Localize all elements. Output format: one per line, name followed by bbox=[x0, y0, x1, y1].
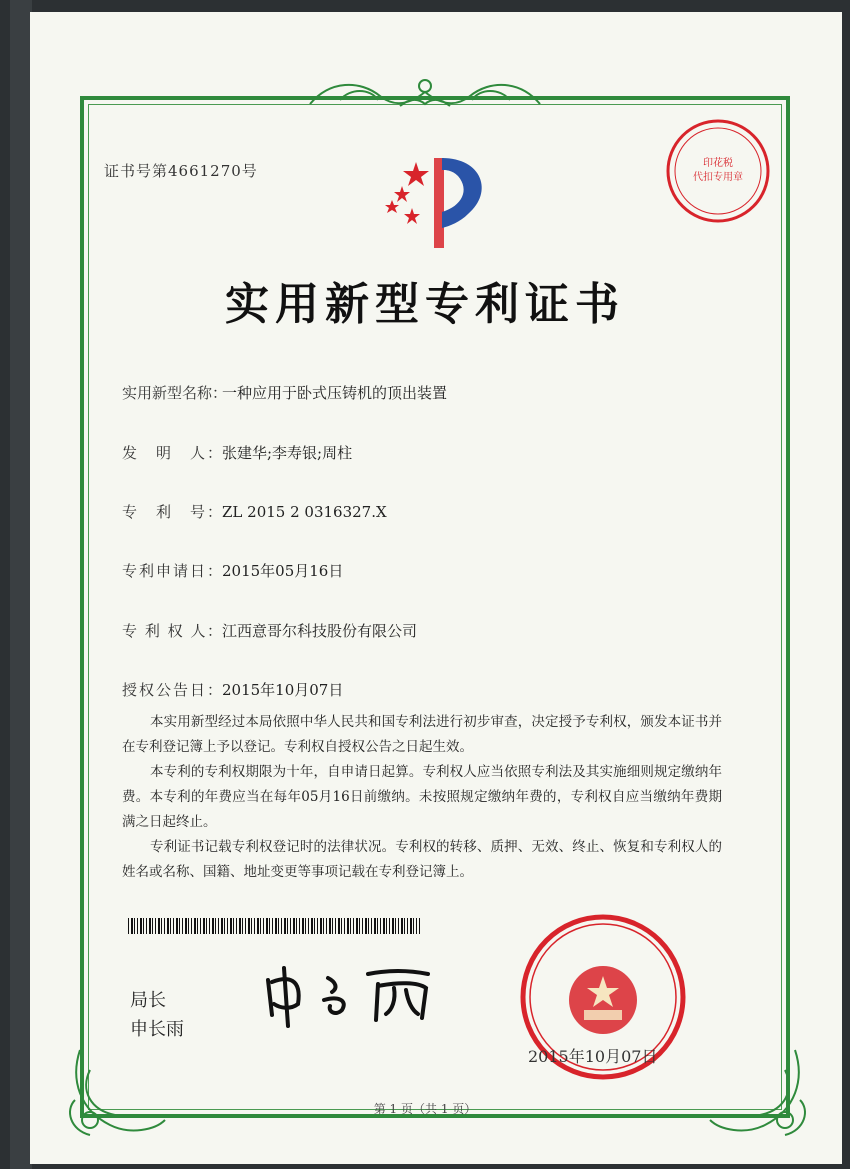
field-value: ZL 2015 2 0316327.X bbox=[222, 503, 387, 521]
paragraph-term: 本专利的专利权期限为十年，自申请日起算。专利权人应当依照专利法及其实施细则规定缴纳年费。本专利的年费应当在每年05月16日前缴纳。未按照规定缴纳年费的，专利权自应当缴纳年费期满之日起终止。 bbox=[122, 764, 722, 830]
svg-text:代扣专用章: 代扣专用章 bbox=[693, 172, 743, 183]
field-patent-number bbox=[122, 501, 387, 522]
page-number: 第 1 页（共 1 页） bbox=[373, 1102, 477, 1116]
svg-text:印花税: 印花税 bbox=[703, 158, 733, 169]
field-label: 专 利 号： bbox=[122, 503, 222, 521]
field-value: 2015年05月16日 bbox=[222, 562, 344, 580]
paragraph-grant: 本实用新型经过本局依照中华人民共和国专利法进行初步审查，决定授予专利权，颁发本证书并在专利登记簿上予以登记。专利权自授权公告之日起生效。 bbox=[122, 714, 722, 755]
field-label: 实用新型名称： bbox=[122, 384, 228, 402]
barcode bbox=[128, 918, 420, 934]
field-label: 授权公告日： bbox=[122, 681, 222, 699]
field-value: 一种应用于卧式压铸机的顶出装置 bbox=[222, 384, 448, 402]
seal-date: 2015年10月07日 bbox=[528, 1047, 658, 1066]
field-application-date bbox=[122, 560, 343, 581]
patent-logo-icon bbox=[372, 152, 502, 252]
director-signature bbox=[258, 960, 438, 1030]
scan-edge bbox=[10, 0, 32, 1169]
field-grant-date bbox=[122, 679, 343, 700]
paragraph-legal-status: 专利证书记载专利权登记时的法律状况。专利权的转移、质押、无效、终止、恢复和专利权人的姓名或名称、国籍、地址变更等事项记载在专利登记簿上。 bbox=[122, 839, 722, 880]
field-value: 张建华;李寿银;周柱 bbox=[222, 444, 353, 462]
field-patentee bbox=[122, 620, 417, 641]
field-utility-model-name bbox=[122, 382, 447, 403]
corner-ornament-bottom-right bbox=[705, 1040, 815, 1140]
certificate-title: 实用新型专利证书 bbox=[225, 279, 625, 330]
field-value: 江西意哥尔科技股份有限公司 bbox=[222, 622, 418, 640]
director-name: 申长雨 bbox=[130, 1019, 184, 1040]
top-ornament bbox=[300, 70, 550, 114]
director-title: 局长 bbox=[130, 990, 166, 1011]
corner-ornament-bottom-left bbox=[60, 1040, 170, 1140]
agency-stamp bbox=[662, 116, 774, 226]
field-value: 2015年10月07日 bbox=[222, 681, 344, 699]
certificate-number: 证书号第4661270号 bbox=[104, 162, 258, 180]
field-label: 专 利 权 人： bbox=[122, 622, 222, 640]
field-label: 专利申请日： bbox=[122, 562, 222, 580]
field-label: 发 明 人： bbox=[122, 444, 222, 462]
field-inventors bbox=[122, 442, 352, 463]
